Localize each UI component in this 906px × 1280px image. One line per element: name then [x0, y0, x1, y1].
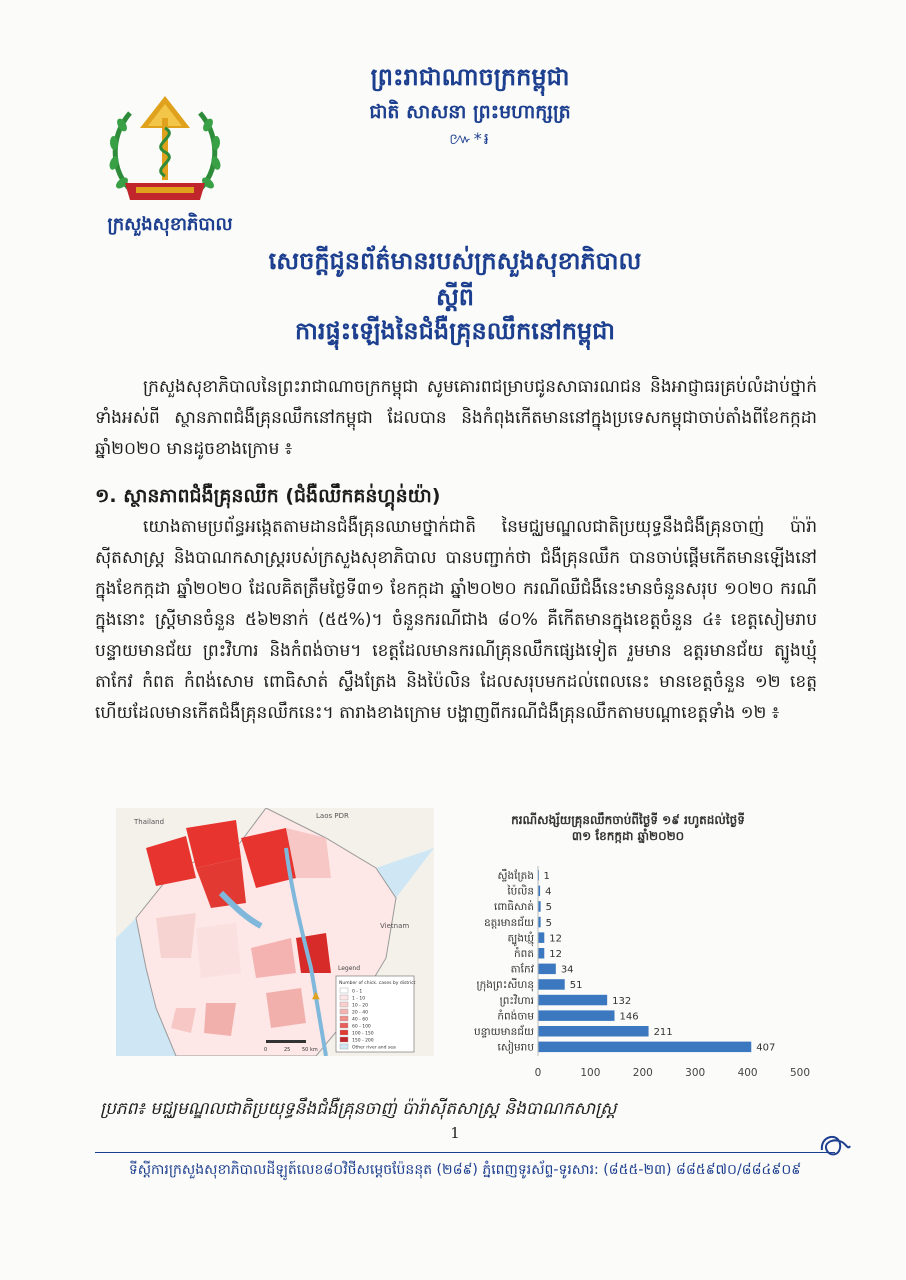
chart-data-label: 132	[612, 995, 632, 1007]
map-legend-title: Number of chick. cases by district	[339, 981, 416, 986]
district-kampong-cham	[296, 933, 331, 973]
map-legend-item: 10 - 20	[352, 1003, 368, 1009]
map-legend-swatch	[340, 1016, 348, 1021]
map-legend-swatch	[340, 1037, 348, 1042]
map-legend-item: 0 - 1	[352, 989, 363, 995]
district-battambang	[156, 913, 196, 958]
chart-category-label: ត្បូងឃ្មុំ	[507, 932, 534, 945]
chart-data-label: 146	[619, 1011, 639, 1023]
chart-category-label: កំពត	[514, 948, 534, 960]
map-legend-swatch	[340, 1009, 348, 1014]
footer-divider	[95, 1152, 835, 1153]
kingdom-title: ព្រះរាជាណាចក្រកម្ពុជា	[370, 63, 570, 91]
national-motto: ជាតិ សាសនា ព្រះមហាក្សត្រ	[369, 101, 571, 123]
chart-category-label: តាកែវ	[510, 963, 534, 976]
map-legend-label: Legend	[338, 965, 361, 972]
section-heading: ១. ស្ថានភាពជំងឺគ្រុនឈឹក (ជំងឺឈឹកគន់ហ្គុន់យ៉ា)	[95, 485, 441, 507]
map-legend-item: 150 - 200	[352, 1038, 374, 1044]
signature-mark	[816, 1128, 856, 1164]
chart-data-label: 12	[549, 933, 563, 945]
chart-bar	[538, 995, 607, 1006]
cases-bar-chart	[438, 808, 818, 1092]
announcement-topic: ការផ្ទុះឡើងនៃជំងឺគ្រុនឈឹកនៅកម្ពុជា	[294, 317, 616, 345]
chart-data-label: 4	[545, 886, 552, 898]
footer-address: ទីស្តីការក្រសួងសុខាភិបាលដីឡូត៍លេខ៨០វិថីសម្តេចប៉ែននុត (២៨៩) ភ្នំពេញទូរស័ព្ទ-ទូរសារ: (៨៥៥-២៣) ៨៨៥៩៧០/៨៨៤៩០៩	[128, 1162, 802, 1178]
chart-data-label: 1	[543, 871, 550, 882]
announcement-subtitle: ស្តីពី	[435, 283, 475, 311]
chart-category-label: ព្រះវិហារ	[499, 994, 534, 1007]
map-legend-swatch	[340, 988, 348, 993]
map-legend-item: 100 - 150	[352, 1031, 374, 1037]
district-kampot	[204, 1003, 236, 1036]
chart-category-label: ប៉ៃលិន	[507, 885, 534, 898]
chart-bar	[538, 1042, 751, 1053]
map-scale-50: 50 km	[302, 1047, 318, 1053]
province-map	[116, 808, 434, 1056]
intro-paragraph: ក្រសួងសុខាភិបាលនៃព្រះរាជាណាចក្រកម្ពុជា សូមគោរពជម្រាបជូនសាធារណជន និងអាជ្ញាធរគ្រប់លំដាប់ថ្នាក់ទាំងអស់ពី ស្ថានភាពជំងឺគ្រុនឈឹកនៅកម្ពុជា ដែលបាន និងកំពុងកើតមាននៅក្នុងប្រទេសកម្ពុជាចាប់តាំងពីខែកក្កដា ឆ្នាំ២០២០ មានដូចខាងក្រោម ៖	[95, 377, 817, 459]
chart-bar	[538, 1010, 615, 1021]
chart-category-label: ពោធិសាត់	[494, 901, 534, 914]
section-body: យោងតាមប្រព័ន្ធអង្កេតតាមដានជំងឺគ្រុនឈាមថ្នាក់ជាតិ នៃមជ្ឈមណ្ឌលជាតិប្រយុទ្ធនឹងជំងឺគ្រុនចាញ់ ប៉ារ៉ាស៊ីតសាស្ត្រ និងបាណកសាស្ត្ររបស់ក្រសួងសុខាភិបាល បានបញ្ជាក់ថា ជំងឺគ្រុនឈឹក បានចាប់ផ្តើមកើតមានឡើងនៅក្នុងខែកក្កដា ឆ្នាំ២០២០ ដែលគិតត្រឹមថ្ងៃទី៣១ ខែកក្កដា ឆ្នាំ២០២០ ករណីឈឺជំងឺនេះមានចំនួនសរុប ១០២០ ករណី ក្នុងនោះ ស្ត្រីមានចំនួន ៥៦២នាក់ (៥៥%)។ ចំនួនករណីជាង ៨០% គឺកើតមានក្នុងខេត្តចំនួន ៤៖ ខេត្តសៀមរាប បន្ទាយមានជ័យ ព្រះវិហារ និងកំពង់ចាម។ ខេត្តដែលមានករណីគ្រុនឈឹកផ្សេងទៀត រួមមាន ឧត្តរមានជ័យ ត្បូងឃ្មុំ តាកែវ កំពត កំពង់សោម ពោធិសាត់ ស្ទឹងត្រែង និងប៉ៃលិន ដែលសរុបមកដល់ពេលនេះ មានខេត្តចំនួន ១២ ខេត្តហើយដែលមានកើតជំងឺគ្រុនឈឹកនេះ។ តារាងខាងក្រោម បង្ហាញពីករណីជំងឺគ្រុនឈឹកតាមបណ្តាខេត្តទាំង ១២ ៖	[95, 517, 817, 723]
map-label-thailand: Thailand	[134, 818, 165, 826]
map-scale-bar	[266, 1040, 306, 1043]
chart-category-label: សៀមរាប	[497, 1041, 534, 1054]
chart-bar	[538, 1026, 649, 1037]
ministry-name: ក្រសួងសុខាភិបាល	[107, 214, 233, 235]
chart-bar	[538, 948, 544, 959]
map-legend-item: 40 - 60	[352, 1017, 368, 1023]
chart-category-label: ក្រុងព្រះសីហនុ	[476, 979, 534, 992]
chart-data-label: 12	[549, 949, 563, 960]
map-label-laos: Laos PDR	[316, 812, 349, 820]
map-scale-0: 0	[264, 1047, 268, 1053]
chart-x-tick: 500	[789, 1067, 811, 1079]
page-number: 1	[450, 1124, 460, 1142]
chart-data-label: 5	[545, 902, 552, 914]
chart-category-label: ស្ទឹងត្រែង	[497, 870, 534, 882]
chart-category-label: កំពង់ចាម	[497, 1010, 534, 1023]
map-legend-item: 60 - 100	[352, 1024, 371, 1030]
chart-bar	[538, 964, 556, 975]
chart-bar	[538, 932, 544, 943]
map-legend-swatch	[340, 1044, 348, 1049]
chart-title: ករណីសង្ស័យគ្រុនឈឹកចាប់ពីថ្ងៃទី ១៩ រហូតដល់ថ្ងៃទី៣១ ខែកក្កដា ឆ្នាំ២០២០	[511, 813, 745, 843]
map-legend-item: 1 - 10	[352, 996, 366, 1002]
chart-data-label: 5	[545, 917, 552, 929]
chart-data-label: 407	[756, 1042, 776, 1054]
announcement-title: សេចក្តីជូនព័ត៌មានរបស់ក្រសួងសុខាភិបាល	[268, 247, 642, 275]
map-scale-25: 25	[284, 1047, 291, 1053]
map-legend-swatch	[340, 1023, 348, 1028]
map-legend-item: Other river and sea	[352, 1045, 396, 1051]
ornament-divider: ៚*៛	[449, 129, 491, 148]
chart-category-label: បន្ទាយមានជ័យ	[474, 1026, 534, 1038]
district-pursat	[196, 923, 241, 978]
chart-x-tick: 400	[737, 1067, 758, 1079]
chart-data-label: 34	[560, 964, 574, 976]
chart-x-tick: 0	[534, 1067, 542, 1079]
north-arrow-icon: ▲	[312, 990, 320, 1001]
district-takeo	[266, 988, 306, 1028]
map-legend-swatch	[340, 1030, 348, 1035]
chart-category-label: ឧត្តរមានជ័យ	[484, 916, 534, 929]
chart-x-tick: 200	[632, 1067, 653, 1079]
map-label-vietnam: Vietnam	[380, 922, 410, 930]
chart-data-label: 211	[653, 1027, 673, 1038]
ministry-logo	[100, 88, 230, 218]
chart-bar	[538, 979, 565, 990]
source-note: ប្រភព៖ មជ្ឈមណ្ឌលជាតិប្រយុទ្ធនឹងជំងឺគ្រុនចាញ់ ប៉ារ៉ាស៊ីតសាស្ត្រ និងបាណកសាស្ត្រ	[100, 1099, 617, 1119]
chart-x-tick: 300	[685, 1067, 706, 1079]
chart-data-label: 51	[569, 980, 583, 992]
map-legend-swatch	[340, 1002, 348, 1007]
map-legend-swatch	[340, 995, 348, 1000]
map-legend-item: 20 - 40	[352, 1010, 368, 1016]
chart-x-tick: 100	[580, 1067, 601, 1079]
